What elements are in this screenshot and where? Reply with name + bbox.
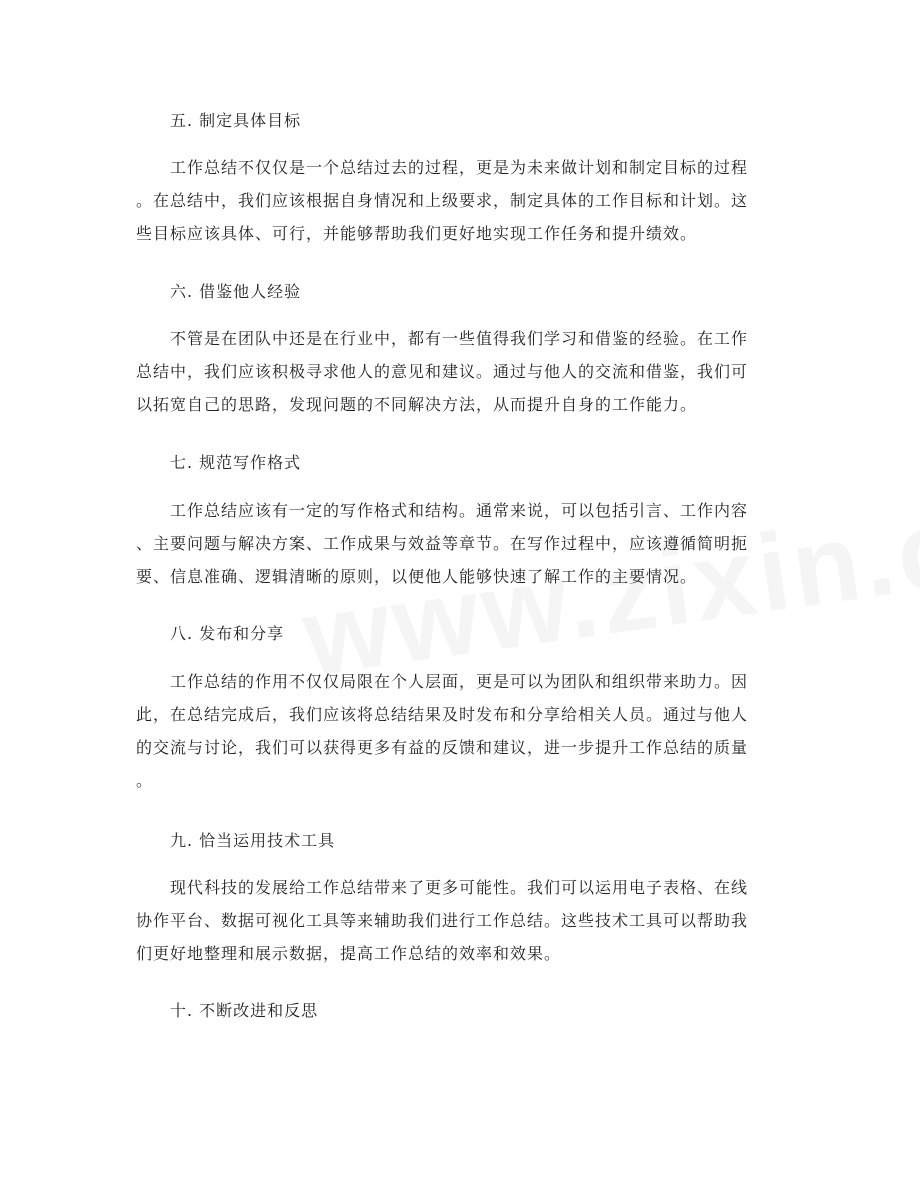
paragraph-line: 。在总结中，我们应该根据自身情况和上级要求，制定具体的工作目标和计划。这 [136,191,749,210]
section-heading: 七. 规范写作格式 [170,453,302,472]
paragraph-line: 总结中，我们应该积极寻求他人的意见和建议。通过与他人的交流和借鉴，我们可 [136,362,749,381]
paragraph-line: 工作总结应该有一定的写作格式和结构。通常来说，可以包括引言、工作内容 [170,501,749,520]
paragraph-line: 工作总结的作用不仅仅局限在个人层面，更是可以为团队和组织带来助力。因 [170,672,749,691]
paragraph-line: 工作总结不仅仅是一个总结过去的过程，更是为未来做计划和制定目标的过程 [170,158,749,177]
paragraph-line: 以拓宽自己的思路，发现问题的不同解决方法，从而提升自身的工作能力。 [136,395,698,414]
section-paragraph [136,151,794,250]
paragraph-line: 协作平台、数据可视化工具等来辅助我们进行工作总结。这些技术工具可以帮助我 [136,911,749,930]
section-paragraph [136,322,794,421]
paragraph-line: 。 [136,771,154,790]
paragraph-line: 此，在总结完成后，我们应该将总结结果及时发布和分享给相关人员。通过与他人 [136,705,749,724]
section-paragraph [136,665,794,797]
section-paragraph [136,871,794,970]
paragraph-line: 现代科技的发展给工作总结带来了更多可能性。我们可以运用电子表格、在线 [170,878,749,897]
section-heading: 八. 发布和分享 [170,624,285,643]
paragraph-line: 要、信息准确、逻辑清晰的原则，以便他人能够快速了解工作的主要情况。 [136,567,698,586]
section-heading: 九. 恰当运用技术工具 [170,831,336,850]
section-paragraph [136,494,794,593]
paragraph-line: 些目标应该具体、可行，并能够帮助我们更好地实现工作任务和提升绩效。 [136,224,698,243]
paragraph-line: 、主要问题与解决方案、工作成果与效益等章节。在写作过程中，应该遵循简明扼 [136,534,749,553]
section-heading: 六. 借鉴他人经验 [170,282,302,301]
paragraph-line: 不管是在团队中还是在行业中，都有一些值得我们学习和借鉴的经验。在工作 [170,329,749,348]
paragraph-line: 的交流与讨论，我们可以获得更多有益的反馈和建议，进一步提升工作总结的质量 [136,738,749,757]
section-heading: 十. 不断改进和反思 [170,1001,319,1020]
section-heading: 五. 制定具体目标 [170,111,302,130]
paragraph-line: 们更好地整理和展示数据，提高工作总结的效率和效果。 [136,944,562,963]
